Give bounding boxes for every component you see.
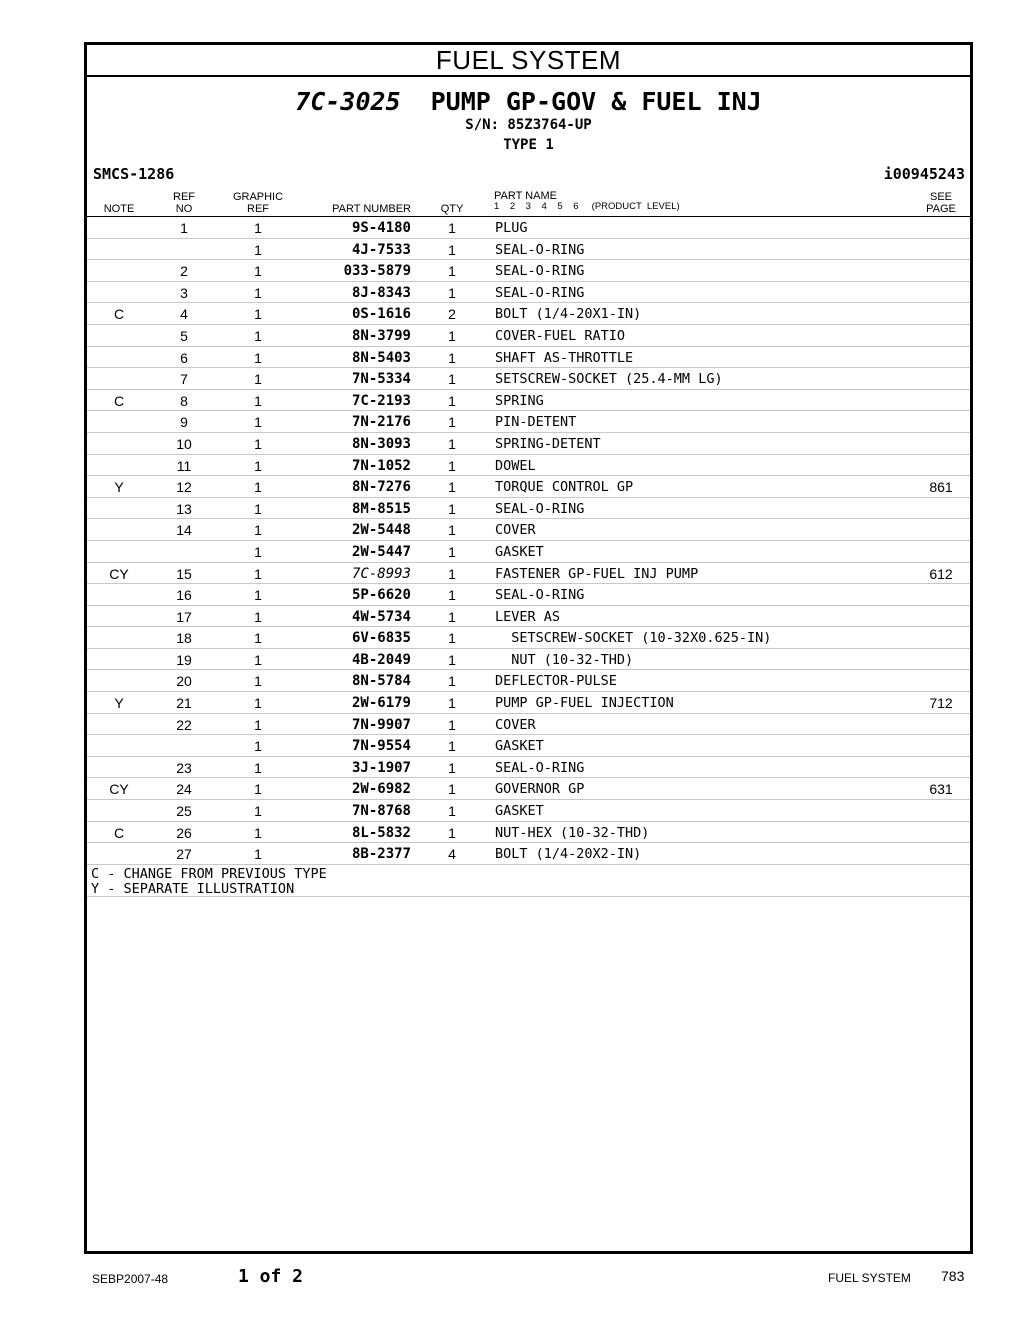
qty-cell: 1 (448, 781, 456, 798)
part-number-cell: 2W-6179 (351, 695, 411, 712)
note-cell: Y (114, 695, 124, 712)
page-footer (0, 1262, 1020, 1302)
ref-no-cell: 21 (176, 695, 192, 712)
part-number-cell: 8N-7276 (351, 479, 411, 496)
qty-cell: 1 (448, 263, 456, 280)
page-number: 783 (941, 1268, 965, 1284)
illustration-id: i00945243 (883, 165, 965, 183)
part-number-cell: 3J-1907 (351, 759, 411, 776)
qty-cell: 1 (448, 435, 456, 452)
note-cell: C (113, 306, 125, 323)
graphic-ref-cell: 1 (254, 327, 262, 344)
section-title: FUEL SYSTEM (87, 45, 970, 77)
graphic-ref-cell: 1 (254, 306, 262, 323)
see-page-cell: 612 (929, 565, 953, 582)
product-level-header: 1 2 3 4 5 6 (PRODUCT LEVEL) (494, 201, 680, 212)
graphic-ref-cell: 1 (254, 803, 262, 820)
graphic-ref-cell: 1 (254, 435, 262, 452)
ref-no-cell: 4 (180, 306, 188, 323)
part-number-cell: 7N-2176 (351, 414, 411, 431)
part-name-cell: PLUG (495, 220, 528, 236)
qty-cell: 1 (448, 220, 456, 236)
graphic-ref-cell: 1 (254, 522, 262, 539)
qty-cell: 1 (448, 630, 456, 647)
table-row (87, 627, 970, 649)
qty-cell: 1 (448, 543, 456, 560)
qty-cell: 1 (448, 673, 456, 690)
ref-no-cell: 27 (176, 846, 192, 863)
document-id: SEBP2007-48 (92, 1272, 169, 1286)
note-cell: C (113, 824, 125, 841)
qty-cell: 1 (448, 759, 456, 776)
qty-cell: 1 (448, 587, 456, 604)
part-number-cell: 8J-8343 (351, 284, 411, 301)
part-number-cell: 8L-5832 (351, 824, 411, 841)
note-cell: CY (109, 565, 129, 582)
table-row (87, 411, 970, 433)
see-header-top: SEE (929, 191, 952, 203)
part-number-cell: 8B-2377 (351, 846, 411, 863)
graphic-ref-cell: 1 (254, 759, 262, 776)
table-row (87, 800, 970, 822)
part-number-cell: 7N-1052 (351, 457, 411, 474)
ref-no-cell: 17 (176, 608, 192, 625)
qty-cell: 1 (448, 565, 456, 582)
qty-cell: 1 (448, 284, 456, 301)
graphic-header-bottom: REF (247, 203, 269, 215)
qty-cell: 1 (448, 738, 456, 755)
part-name-cell: BOLT (1/4-20X2-IN) (495, 846, 642, 863)
table-row (87, 498, 970, 520)
table-row (87, 282, 970, 304)
qty-cell: 1 (448, 457, 456, 474)
table-row (87, 455, 970, 477)
ref-no-cell: 6 (180, 349, 188, 366)
graphic-ref-cell: 1 (254, 651, 262, 668)
qty-cell: 1 (448, 241, 456, 258)
graphic-ref-cell: 1 (254, 608, 262, 625)
ref-no-cell: 23 (176, 759, 192, 776)
ref-no-cell: 2 (180, 263, 188, 280)
serial-number: S/N: 85Z3764-UP (465, 117, 592, 133)
part-name-cell: COVER (495, 522, 536, 539)
parts-table-body (87, 217, 970, 865)
graphic-ref-cell: 1 (254, 587, 262, 604)
qty-header: QTY (440, 203, 464, 215)
qty-cell: 1 (448, 522, 456, 539)
part-number-cell: 2W-5448 (351, 522, 411, 539)
part-name-cell: FASTENER GP-FUEL INJ PUMP (495, 565, 699, 582)
part-number-cell: 9S-4180 (351, 220, 411, 236)
qty-cell: 4 (448, 846, 456, 863)
table-row (87, 843, 970, 865)
table-row (87, 239, 970, 261)
table-row (87, 822, 970, 844)
note-separate-illustration: Y - SEPARATE ILLUSTRATION (91, 880, 295, 897)
table-row (87, 735, 970, 757)
part-name-cell: SEAL-O-RING (495, 241, 585, 258)
table-row (87, 368, 970, 390)
note-cell: CY (109, 781, 129, 798)
note-cell: Y (114, 479, 124, 496)
qty-cell: 1 (448, 651, 456, 668)
table-row (87, 563, 970, 585)
table-row (87, 303, 970, 325)
page-of: 1 of 2 (238, 1266, 304, 1287)
table-row (87, 217, 970, 239)
footer-section: FUEL SYSTEM (828, 1271, 911, 1285)
table-row (87, 606, 970, 628)
ref-no-cell: 1 (180, 220, 188, 236)
note-change: C - CHANGE FROM PREVIOUS TYPE (91, 865, 327, 882)
table-row (87, 584, 970, 606)
part-name-cell: SEAL-O-RING (495, 500, 585, 517)
ref-no-cell: 9 (180, 414, 188, 431)
graphic-ref-cell: 1 (254, 824, 262, 841)
qty-cell: 1 (448, 695, 456, 712)
part-number-cell: 033-5879 (343, 263, 411, 280)
part-name-cell: SETSCREW-SOCKET (25.4-MM LG) (495, 371, 723, 388)
part-name-cell: GASKET (495, 738, 544, 755)
ref-no-cell: 8 (180, 392, 188, 409)
part-number-cell: 0S-1616 (351, 306, 411, 323)
qty-cell: 2 (448, 306, 456, 323)
qty-cell: 1 (448, 824, 456, 841)
see-page-cell: 861 (929, 479, 953, 496)
part-name-cell: GOVERNOR GP (495, 781, 585, 798)
graphic-ref-cell: 1 (254, 543, 262, 560)
part-name-cell: SEAL-O-RING (495, 263, 585, 280)
graphic-ref-cell: 1 (254, 457, 262, 474)
part-name-cell: DEFLECTOR-PULSE (495, 673, 617, 690)
group-type: TYPE 1 (503, 137, 554, 153)
part-name-cell: NUT (10-32-THD) (495, 651, 634, 668)
part-name-cell: PUMP GP-FUEL INJECTION (495, 695, 674, 712)
graphic-ref-cell: 1 (254, 392, 262, 409)
ref-no-cell: 20 (176, 673, 192, 690)
part-number-cell: 7N-9554 (351, 738, 411, 755)
part-number-cell: 7N-8768 (351, 803, 411, 820)
graphic-ref-cell: 1 (254, 695, 262, 712)
part-number-cell: 4W-5734 (351, 608, 411, 625)
graphic-ref-cell: 1 (254, 220, 262, 236)
qty-cell: 1 (448, 371, 456, 388)
ref-no-cell: 15 (176, 565, 192, 582)
table-row (87, 433, 970, 455)
graphic-ref-cell: 1 (254, 284, 262, 301)
part-number-cell: 6V-6835 (351, 630, 411, 647)
qty-cell: 1 (448, 392, 456, 409)
ref-no-cell: 3 (180, 284, 188, 301)
table-row (87, 714, 970, 736)
ref-no-cell: 14 (176, 522, 192, 539)
see-header-bottom: PAGE (926, 203, 956, 215)
smcs-code: SMCS-1286 (93, 165, 175, 183)
part-number-cell: 7N-5334 (351, 371, 411, 388)
table-row (87, 260, 970, 282)
part-name-cell: BOLT (1/4-20X1-IN) (495, 306, 642, 323)
table-row (87, 692, 970, 714)
part-number-header: PART NUMBER (332, 203, 411, 215)
part-name-cell: PIN-DETENT (495, 414, 577, 431)
graphic-ref-cell: 1 (254, 738, 262, 755)
notes-legend (87, 865, 970, 897)
part-name-cell: TORQUE CONTROL GP (495, 479, 634, 496)
graphic-ref-cell: 1 (254, 673, 262, 690)
ref-no-cell: 16 (176, 587, 192, 604)
table-row (87, 778, 970, 800)
part-number-cell: 4J-7533 (351, 241, 411, 258)
group-header (87, 77, 970, 189)
part-name-cell: SEAL-O-RING (495, 759, 585, 776)
part-number-cell: 8N-3093 (351, 435, 411, 452)
ref-header-top: REF (173, 191, 195, 203)
part-number-cell: 8N-5784 (351, 673, 411, 690)
group-title (87, 87, 970, 116)
ref-no-cell: 7 (180, 371, 188, 388)
ref-no-cell: 22 (176, 716, 192, 733)
qty-cell: 1 (448, 414, 456, 431)
ref-header-bottom: NO (175, 203, 193, 215)
part-name-cell: SEAL-O-RING (495, 284, 585, 301)
part-number-cell: 8N-5403 (351, 349, 411, 366)
part-number-cell: 8M-8515 (351, 500, 411, 517)
part-name-cell: SHAFT AS-THROTTLE (495, 349, 634, 366)
part-name-cell: GASKET (495, 543, 544, 560)
graphic-ref-cell: 1 (254, 846, 262, 863)
ref-no-cell: 11 (176, 457, 192, 474)
graphic-header-top: GRAPHIC (232, 191, 284, 203)
part-name-cell: GASKET (495, 803, 544, 820)
table-row (87, 325, 970, 347)
part-name-cell: NUT-HEX (10-32-THD) (495, 824, 650, 841)
qty-cell: 1 (448, 327, 456, 344)
table-row (87, 541, 970, 563)
graphic-ref-cell: 1 (254, 781, 262, 798)
table-row (87, 390, 970, 412)
graphic-ref-cell: 1 (254, 565, 262, 582)
ref-no-cell: 18 (176, 630, 192, 647)
see-page-cell: 631 (929, 781, 953, 798)
part-name-cell: SPRING (495, 392, 544, 409)
part-name-cell: SETSCREW-SOCKET (10-32X0.625-IN) (495, 630, 772, 647)
qty-cell: 1 (448, 479, 456, 496)
qty-cell: 1 (448, 716, 456, 733)
graphic-ref-cell: 1 (254, 500, 262, 517)
graphic-ref-cell: 1 (254, 371, 262, 388)
group-name: PUMP GP-GOV & FUEL INJ (430, 87, 762, 116)
part-number-cell: 8N-3799 (351, 327, 411, 344)
parts-list-frame (84, 42, 973, 1254)
part-name-cell: COVER-FUEL RATIO (495, 327, 626, 344)
ref-no-cell: 5 (180, 327, 188, 344)
ref-no-cell: 25 (176, 803, 192, 820)
note-cell: C (113, 392, 125, 409)
graphic-ref-cell: 1 (254, 414, 262, 431)
ref-no-cell: 12 (176, 479, 192, 496)
part-name-cell: SPRING-DETENT (495, 435, 601, 452)
part-number-cell: 7C-2193 (351, 392, 411, 409)
qty-cell: 1 (448, 803, 456, 820)
note-header: NOTE (103, 203, 135, 215)
group-number: 7C-3025 (295, 87, 401, 116)
part-name-header: PART NAME (494, 190, 557, 202)
column-headers (87, 189, 970, 217)
ref-no-cell: 26 (176, 824, 192, 841)
part-number-cell: 2W-5447 (351, 543, 411, 560)
ref-no-cell: 24 (176, 781, 192, 798)
part-name-cell: DOWEL (495, 457, 536, 474)
see-page-cell: 712 (929, 695, 953, 712)
graphic-ref-cell: 1 (254, 241, 262, 258)
graphic-ref-cell: 1 (254, 349, 262, 366)
qty-cell: 1 (448, 608, 456, 625)
table-row (87, 519, 970, 541)
ref-no-cell: 13 (176, 500, 192, 517)
graphic-ref-cell: 1 (254, 630, 262, 647)
ref-no-cell: 10 (176, 435, 192, 452)
part-number-cell: 4B-2049 (351, 651, 411, 668)
part-name-cell: COVER (495, 716, 536, 733)
part-number-cell: 7N-9907 (351, 716, 411, 733)
part-number-cell: 2W-6982 (351, 781, 411, 798)
table-row (87, 757, 970, 779)
graphic-ref-cell: 1 (254, 479, 262, 496)
table-row (87, 476, 970, 498)
table-row (87, 649, 970, 671)
table-row (87, 347, 970, 369)
graphic-ref-cell: 1 (254, 716, 262, 733)
part-number-cell: 5P-6620 (351, 587, 411, 604)
part-name-cell: SEAL-O-RING (495, 587, 585, 604)
part-number-cell: 7C-8993 (351, 565, 411, 582)
table-row (87, 670, 970, 692)
graphic-ref-cell: 1 (254, 263, 262, 280)
qty-cell: 1 (448, 500, 456, 517)
qty-cell: 1 (448, 349, 456, 366)
part-name-cell: LEVER AS (495, 608, 561, 625)
ref-no-cell: 19 (176, 651, 192, 668)
